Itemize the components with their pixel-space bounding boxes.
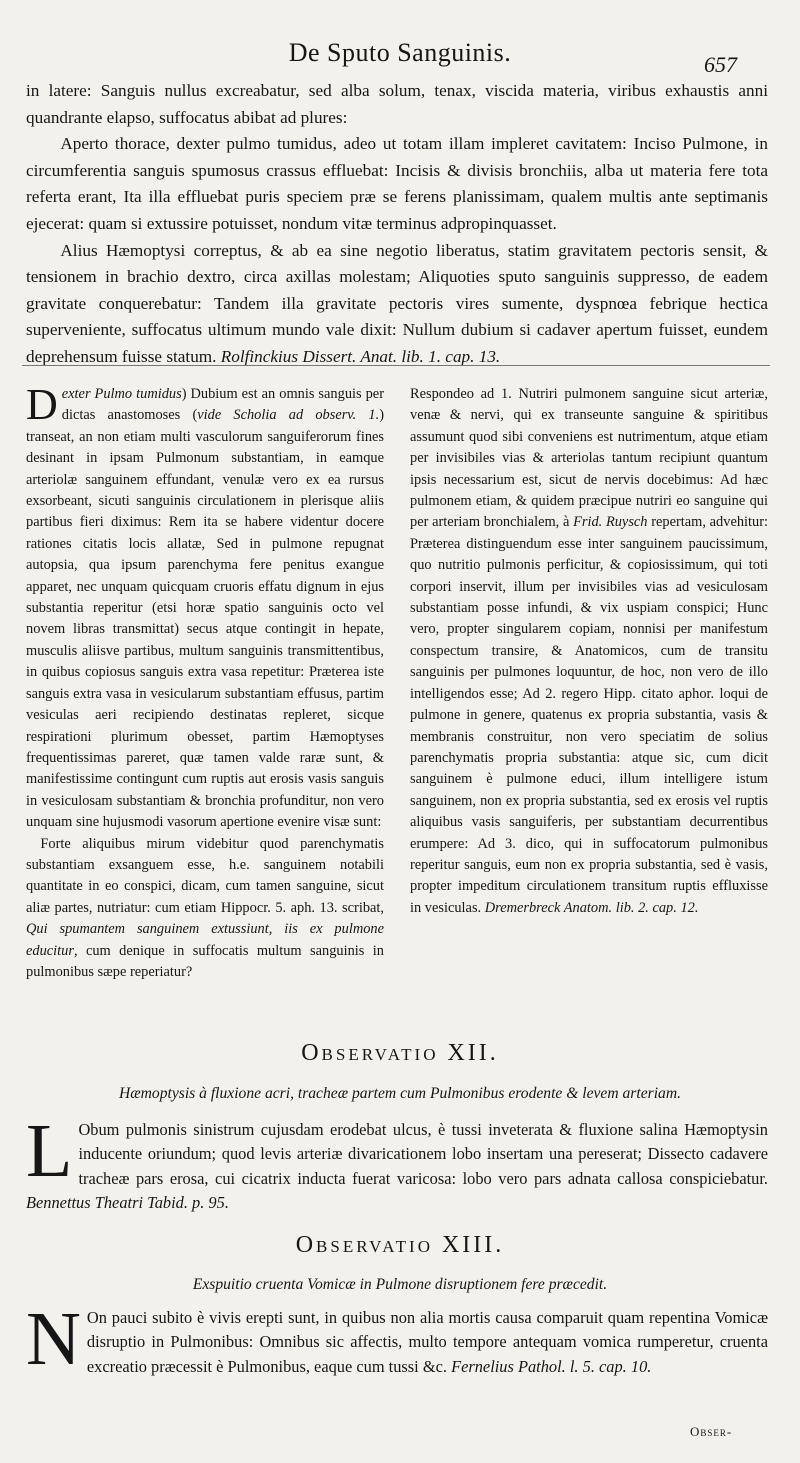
observation-13-heading: Observatio XIII. (295, 1232, 505, 1258)
left-paragraph-2-rest: , cum denique in suffocatis multum sanguinis in pulmonibus sæpe reperiatur? (26, 942, 384, 980)
drop-cap: N (26, 1297, 81, 1381)
intro-paragraph-3 (26, 238, 768, 371)
left-paragraph-1 (26, 380, 384, 834)
left-paragraph-1-rest: ) transeat, an non etiam multi vasculorum sanguiferorum fines desinant in ipsam Pulmonum substantiam, in eamque arteriolæ sanguinem effundant, venulæ vero ex ea rursus exsorbeant, sicuti sanguinis circulationem in plerisque aliis partibus fieri diximus: Rem ita se habere videntur docere rationes citatis locis allatæ, Sed in pulmone repugnat autopsia, qua ipsum parenchyma fere penitus exangue apparet, nec unquam quicquam cruoris effatu dignum in ejus substantia reperitur (etsi horæ spatio sanguinis octo vel novem libras transmittat) secus atque contingit in hepate, musculis aliisve partibus, multum sanguinis transmittentibus, in quibus copiosus sanguis extra vasa repetitur: Præterea iste sanguis extra vasa in vesicularum substantiam effusus, partim vesiculas aeri recipiendo destinatas repleret, sicque respirationi plurimum obesset, partim Hæmoptyses frequentissimas pareret, quæ tamen valde raræ sunt, & manifestissime contingunt cum ruptis aut erosis vasis sanguis in vesiculosam substantiam & bronchia profunditur, non vero unquam sine hujusmodi vasorum apertione evenire visæ sunt: (26, 407, 384, 831)
right-paragraph-1-rest: repertam, advehitur: Præterea distinguendum esse inter sanguinem paucissimum, quo nutritio pulmonis perficitur, & copiosissimum, qui toti corpori inservit, illum per invisibiles vias ad vesiculosam substantiam posse infundi, & vix uspiam conspici; Hunc vero, propter singularem copiam, nonnisi per manifestum conspectum transire, & Anatomicos, cum de transitu sanguinis per pulmones loquuntur, de hoc, non vero de illo intelligendos esse; Ad 2. regero Hipp. citato aphor. loqui de pulmone in genere, quatenus ex propria substantia, vasis & membranis construitur, non vero speciatim de solius parenchymatis propria substantia: atque sic, cum dicit sanguinem è pulmone educi, illum intelligere istum sanguinem, non ex propria substantia, sed ex erosis vel ruptis aliquibus vasis sanguiferis, per substantiam decurrentibus erumpere: Ad 3. dico, qui in suffocatorum pulmonibus reperitur sanguis, eum non ex propria substantia, sed è vasis, propter impeditum circulationem transitum ruptis effluxisse in vesiculas. (410, 514, 769, 916)
observation-12-subtitle: Hæmoptysis à fluxione acri, tracheæ partem cum Pulmonibus erodente & levem arteriam. (118, 1085, 681, 1102)
intro-paragraph-2: Aperto thorace, dexter pulmo tumidus, adeo ut totam illam impleret cavitatem: Inciso Pulmone, in circumferentia sanguis spumosus crassus effluebat: Incisis & divisis bronchiis, alba ut materia fere tota referta erant, Ita illa effluebat puris speciem præ se ferens planissimam, qualem multis ante septimanis ejecerat: quam si extussire potuisset, nondum vitæ terminus adpropinquasset. (26, 134, 768, 233)
intro-paragraph-1: in latere: Sanguis nullus excreabatur, sed alba solum, tenax, viscida materia, viribus exhaustis anni quandrante elapso, suffocatus abibat ad plures: (26, 81, 768, 127)
section-rule (22, 365, 770, 366)
observation-13-citation: Fernelius Pathol. l. 5. cap. 10. (451, 1356, 652, 1376)
lemma: exter Pulmo tumidus (61, 386, 182, 402)
drop-cap: L (26, 1109, 73, 1193)
left-column (26, 380, 384, 983)
scholia-reference: vide Scholia ad observ. 1. (197, 407, 380, 424)
intro-text (26, 78, 768, 371)
right-citation: Dremerbreck Anatom. lib. 2. cap. 12. (484, 899, 699, 916)
observation-13-text (26, 1297, 768, 1381)
observation-12-paragraph (26, 1109, 768, 1216)
page-number: 657 (704, 52, 737, 77)
observation-13-subtitle: Exspuitio cruenta Vomicæ in Pulmone disruptionem fere præcedit. (192, 1276, 608, 1293)
intro-citation: Rolfinckius Dissert. Anat. lib. 1. cap. 13. (220, 346, 501, 366)
ruysch-name: Frid. Ruysch (573, 514, 648, 531)
drop-cap: D (26, 380, 58, 429)
right-paragraph-1-text: Respondeo ad 1. Nutriri pulmonem sanguine sicut arteriæ, venæ & nervi, qui ex transeunte sanguine & spiritibus assumunt quod sibi conveniens est nutrimentum, atque etiam per invisibiles vias & arteriolas tantum recipiunt quantum ipsis necessarium est, sicut de nervis docebimus: Ad hæc pulmonem etiam, & quidem præcipue nutriri eo sanguine qui per arteriam bronchialem, à (410, 386, 768, 531)
right-column (410, 384, 768, 983)
observation-13-paragraph (26, 1297, 768, 1381)
intro-paragraph-3-text: Alius Hæmoptysi correptus, & ab ea sine negotio liberatus, statim gravitatem pectoris sensit, & tensionem in brachio dextro, circa axillas molestam; Aliquoties sputo sanguinis suppresso, de eadem gravitate conquerebatur: Tandem illa gravitate pectoris vires sumente, dyspnœa febrique hectica superveniente, suffocatus ultimum mundo vale dixit: Nullum dubium si cadaver apertum fuisset, eundem deprehensum fuisse statum. (26, 240, 768, 366)
left-paragraph-2 (26, 834, 384, 984)
running-head: De Sputo Sanguinis. (288, 38, 512, 67)
observation-13-body: On pauci subito è vivis erepti sunt, in quibus non alia mortis causa comparuit quam repentina Vomicæ disruptio in Pulmonibus: Omnibus sic affectis, multo tempore antequam vomica rumperetur, cruenta excreatio præcessit è Pulmonibus, eaque cum tussi &c. (86, 1308, 768, 1376)
right-paragraph-1 (410, 384, 768, 919)
left-paragraph-2-text: Forte aliquibus mirum videbitur quod parenchymatis substantiam exsanguem esse, h.e. sanguinem notabili quantitate in eo conspici, dicam, cum tamen sanguine, sicut aliæ partes, nutriatur: cum etiam Hippocr. 5. aph. 13. scribat, (26, 835, 384, 916)
observation-12-heading: Observatio XII. (301, 1040, 499, 1066)
left-paragraph-1-text: ) Dubium est an omnis sanguis per dictas anastomoses ( (61, 386, 384, 424)
observation-12-text (26, 1109, 768, 1216)
scholia-columns (26, 380, 769, 983)
hippocrates-quote: Qui spumantem sanguinem extussiunt, iis ex pulmone educitur (26, 921, 384, 959)
observation-12-body: Obum pulmonis sinistrum cujusdam erodebat ulcus, è tussi inveterata & fluxione salina Hæmoptysin inducente oriundum; quod levis arteriæ divaricationem lobo insertam una pereserat; Dissecto cadavere tracheæ pars erosa, cui cicatrix inducta fuerat varicosa: lobo vero pars adnata callosa conspiciebatur. (78, 1120, 768, 1188)
observation-12-citation: Bennettus Theatri Tabid. p. 95. (26, 1193, 229, 1213)
catchword: Obser- (690, 1424, 733, 1439)
